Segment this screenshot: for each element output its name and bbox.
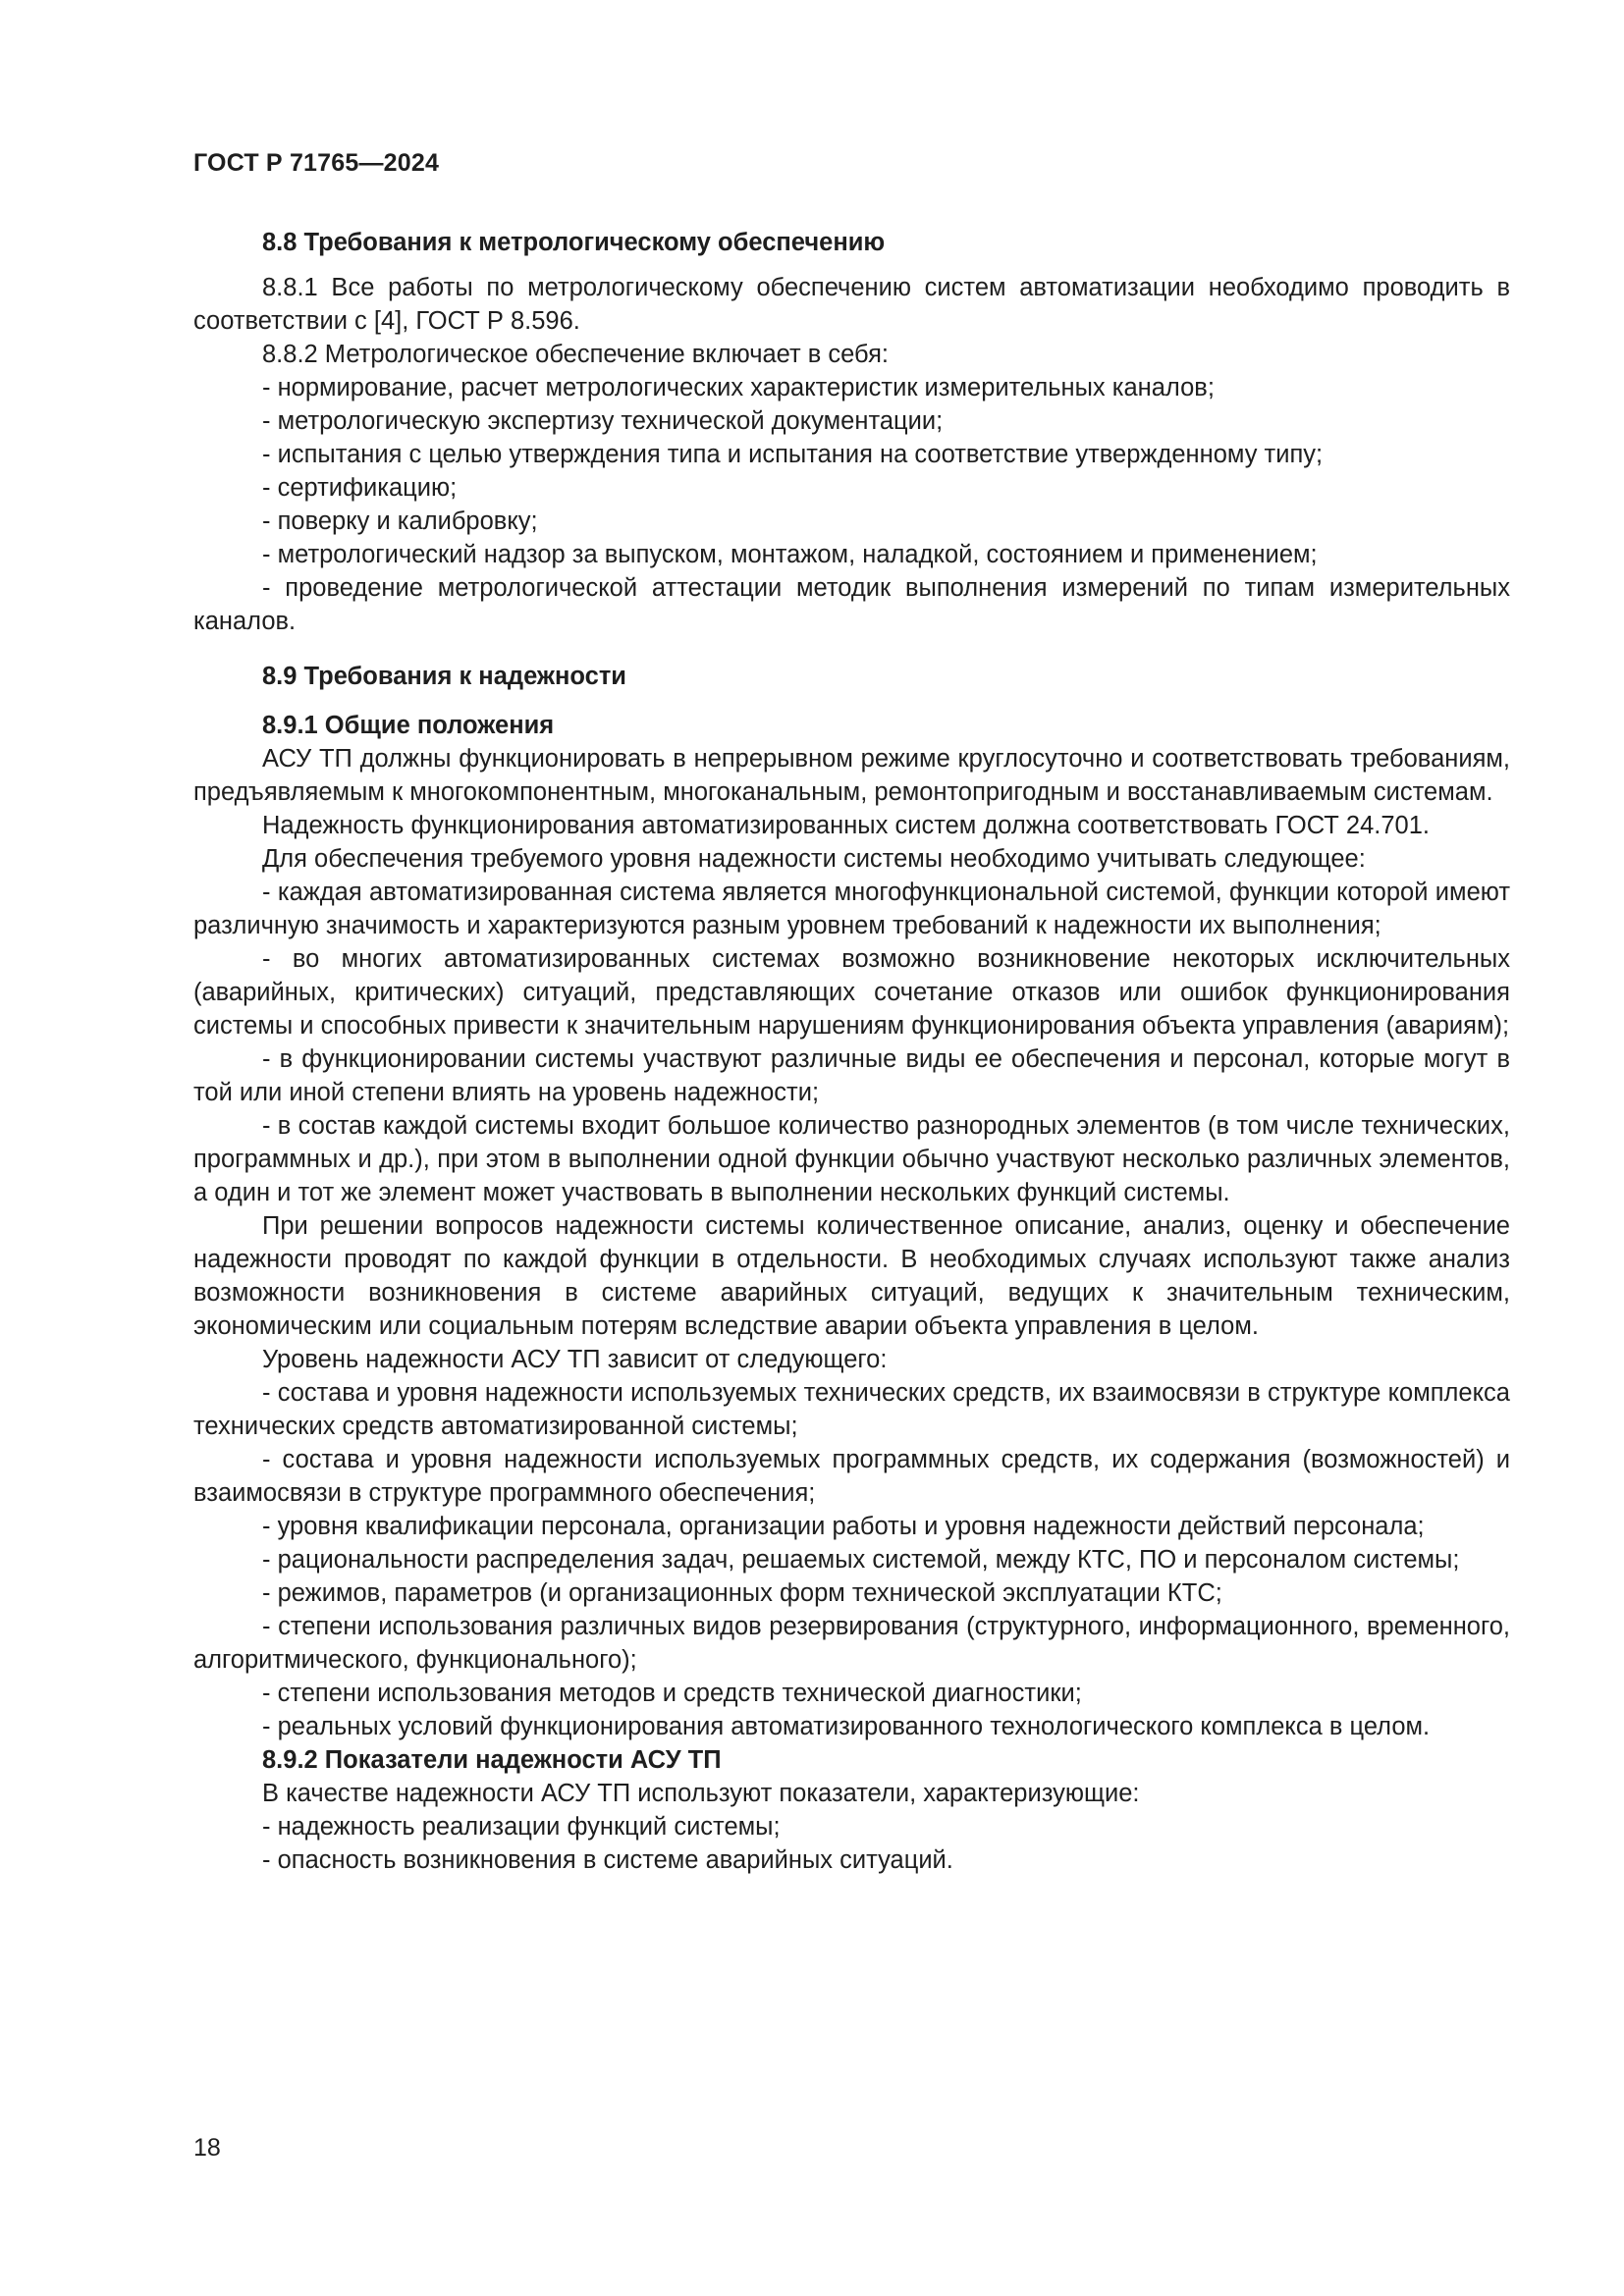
list-item: - режимов, параметров (и организационных форм технической эксплуатации КТС; <box>262 1579 1222 1607</box>
paragraph: АСУ ТП должны функционировать в непрерывном режиме круглосуточно и соответствовать требованиям, предъявляемым к многокомпонентным, многоканальным, ремонтопригодным и восстанавливаемым системам. <box>193 745 1510 806</box>
list-item: - степени использования методов и средств технической диагностики; <box>262 1680 1082 1707</box>
list-item: - состава и уровня надежности используемых технических средств, их взаимосвязи в структуре комплекса технических средств автоматизированной системы; <box>193 1379 1510 1440</box>
list-item: - нормирование, расчет метрологических характеристик измерительных каналов; <box>262 374 1215 401</box>
list-item: - в функционировании системы участвуют различные виды ее обеспечения и персонал, которые могут в той или иной степени влиять на уровень надежности; <box>193 1045 1510 1106</box>
list-item: - метрологическую экспертизу технической документации; <box>262 407 944 435</box>
subsection-8-9-1-title: 8.9.1 Общие положения <box>262 712 555 739</box>
list-item: - проведение метрологической аттестации методик выполнения измерений по типам измерительных каналов. <box>193 574 1510 635</box>
list-item: - метрологический надзор за выпуском, монтажом, наладкой, состоянием и применением; <box>262 541 1318 568</box>
document-code: ГОСТ Р 71765—2024 <box>193 149 440 177</box>
subsection-8-9-2-title: 8.9.2 Показатели надежности АСУ ТП <box>262 1746 722 1774</box>
list-item: - рациональности распределения задач, решаемых системой, между КТС, ПО и персоналом системы; <box>262 1546 1460 1574</box>
paragraph: Для обеспечения требуемого уровня надежности системы необходимо учитывать следующее: <box>262 845 1366 873</box>
list-item: - каждая автоматизированная система является многофункциональной системой, функции которой имеют различную значимость и характеризуются разным уровнем требований к надежности их выполнения; <box>193 879 1510 939</box>
paragraph: Уровень надежности АСУ ТП зависит от следующего: <box>262 1346 888 1373</box>
paragraph: В качестве надежности АСУ ТП используют показатели, характеризующие: <box>262 1780 1140 1807</box>
list-item: - опасность возникновения в системе аварийных ситуаций. <box>262 1846 953 1874</box>
list-item: - надежность реализации функций системы; <box>262 1813 781 1841</box>
list-item: - поверку и калибровку; <box>262 507 538 535</box>
document-body <box>193 226 1510 1877</box>
list-item: - в состав каждой системы входит большое количество разнородных элементов (в том числе технических, программных и др.), при этом в выполнении одной функции обычно участвуют несколько различных элементов, а один и тот же элемент может участвовать в выполнении нескольких функций системы. <box>193 1112 1510 1206</box>
paragraph: Надежность функционирования автоматизированных систем должна соответствовать ГОСТ 24.701. <box>262 812 1430 839</box>
list-item: - уровня квалификации персонала, организации работы и уровня надежности действий персонала; <box>262 1513 1425 1540</box>
paragraph-8-8-1: 8.8.1 Все работы по метрологическому обеспечению систем автоматизации необходимо проводить в соответствии с [4], ГОСТ Р 8.596. <box>193 274 1510 335</box>
page-number: 18 <box>193 2134 221 2162</box>
list-item: - испытания с целью утверждения типа и испытания на соответствие утвержденному типу; <box>262 441 1324 468</box>
list-item: - во многих автоматизированных системах возможно возникновение некоторых исключительных (аварийных, критических) ситуаций, представляющих сочетание отказов или ошибок функционирования системы и способных привести к значительным нарушениям функционирования объекта управления (авариям); <box>193 945 1510 1040</box>
paragraph: При решении вопросов надежности системы количественное описание, анализ, оценку и обеспечение надежности проводят по каждой функции в отдельности. В необходимых случаях используют также анализ возможности возникновения в системе аварийных ситуаций, ведущих к значительным техническим, экономическим или социальным потерям вследствие аварии объекта управления в целом. <box>193 1212 1510 1340</box>
section-8-8-title: 8.8 Требования к метрологическому обеспечению <box>262 229 886 256</box>
section-8-9-title: 8.9 Требования к надежности <box>262 663 626 690</box>
list-item: - степени использования различных видов резервирования (структурного, информационного, временного, алгоритмического, функционального); <box>193 1613 1510 1674</box>
list-item: - реальных условий функционирования автоматизированного технологического комплекса в целом. <box>262 1713 1431 1740</box>
paragraph-8-8-2: 8.8.2 Метрологическое обеспечение включает в себя: <box>262 341 889 368</box>
list-item: - сертификацию; <box>262 474 458 502</box>
list-item: - состава и уровня надежности используемых программных средств, их содержания (возможностей) и взаимосвязи в структуре программного обеспечения; <box>193 1446 1510 1507</box>
